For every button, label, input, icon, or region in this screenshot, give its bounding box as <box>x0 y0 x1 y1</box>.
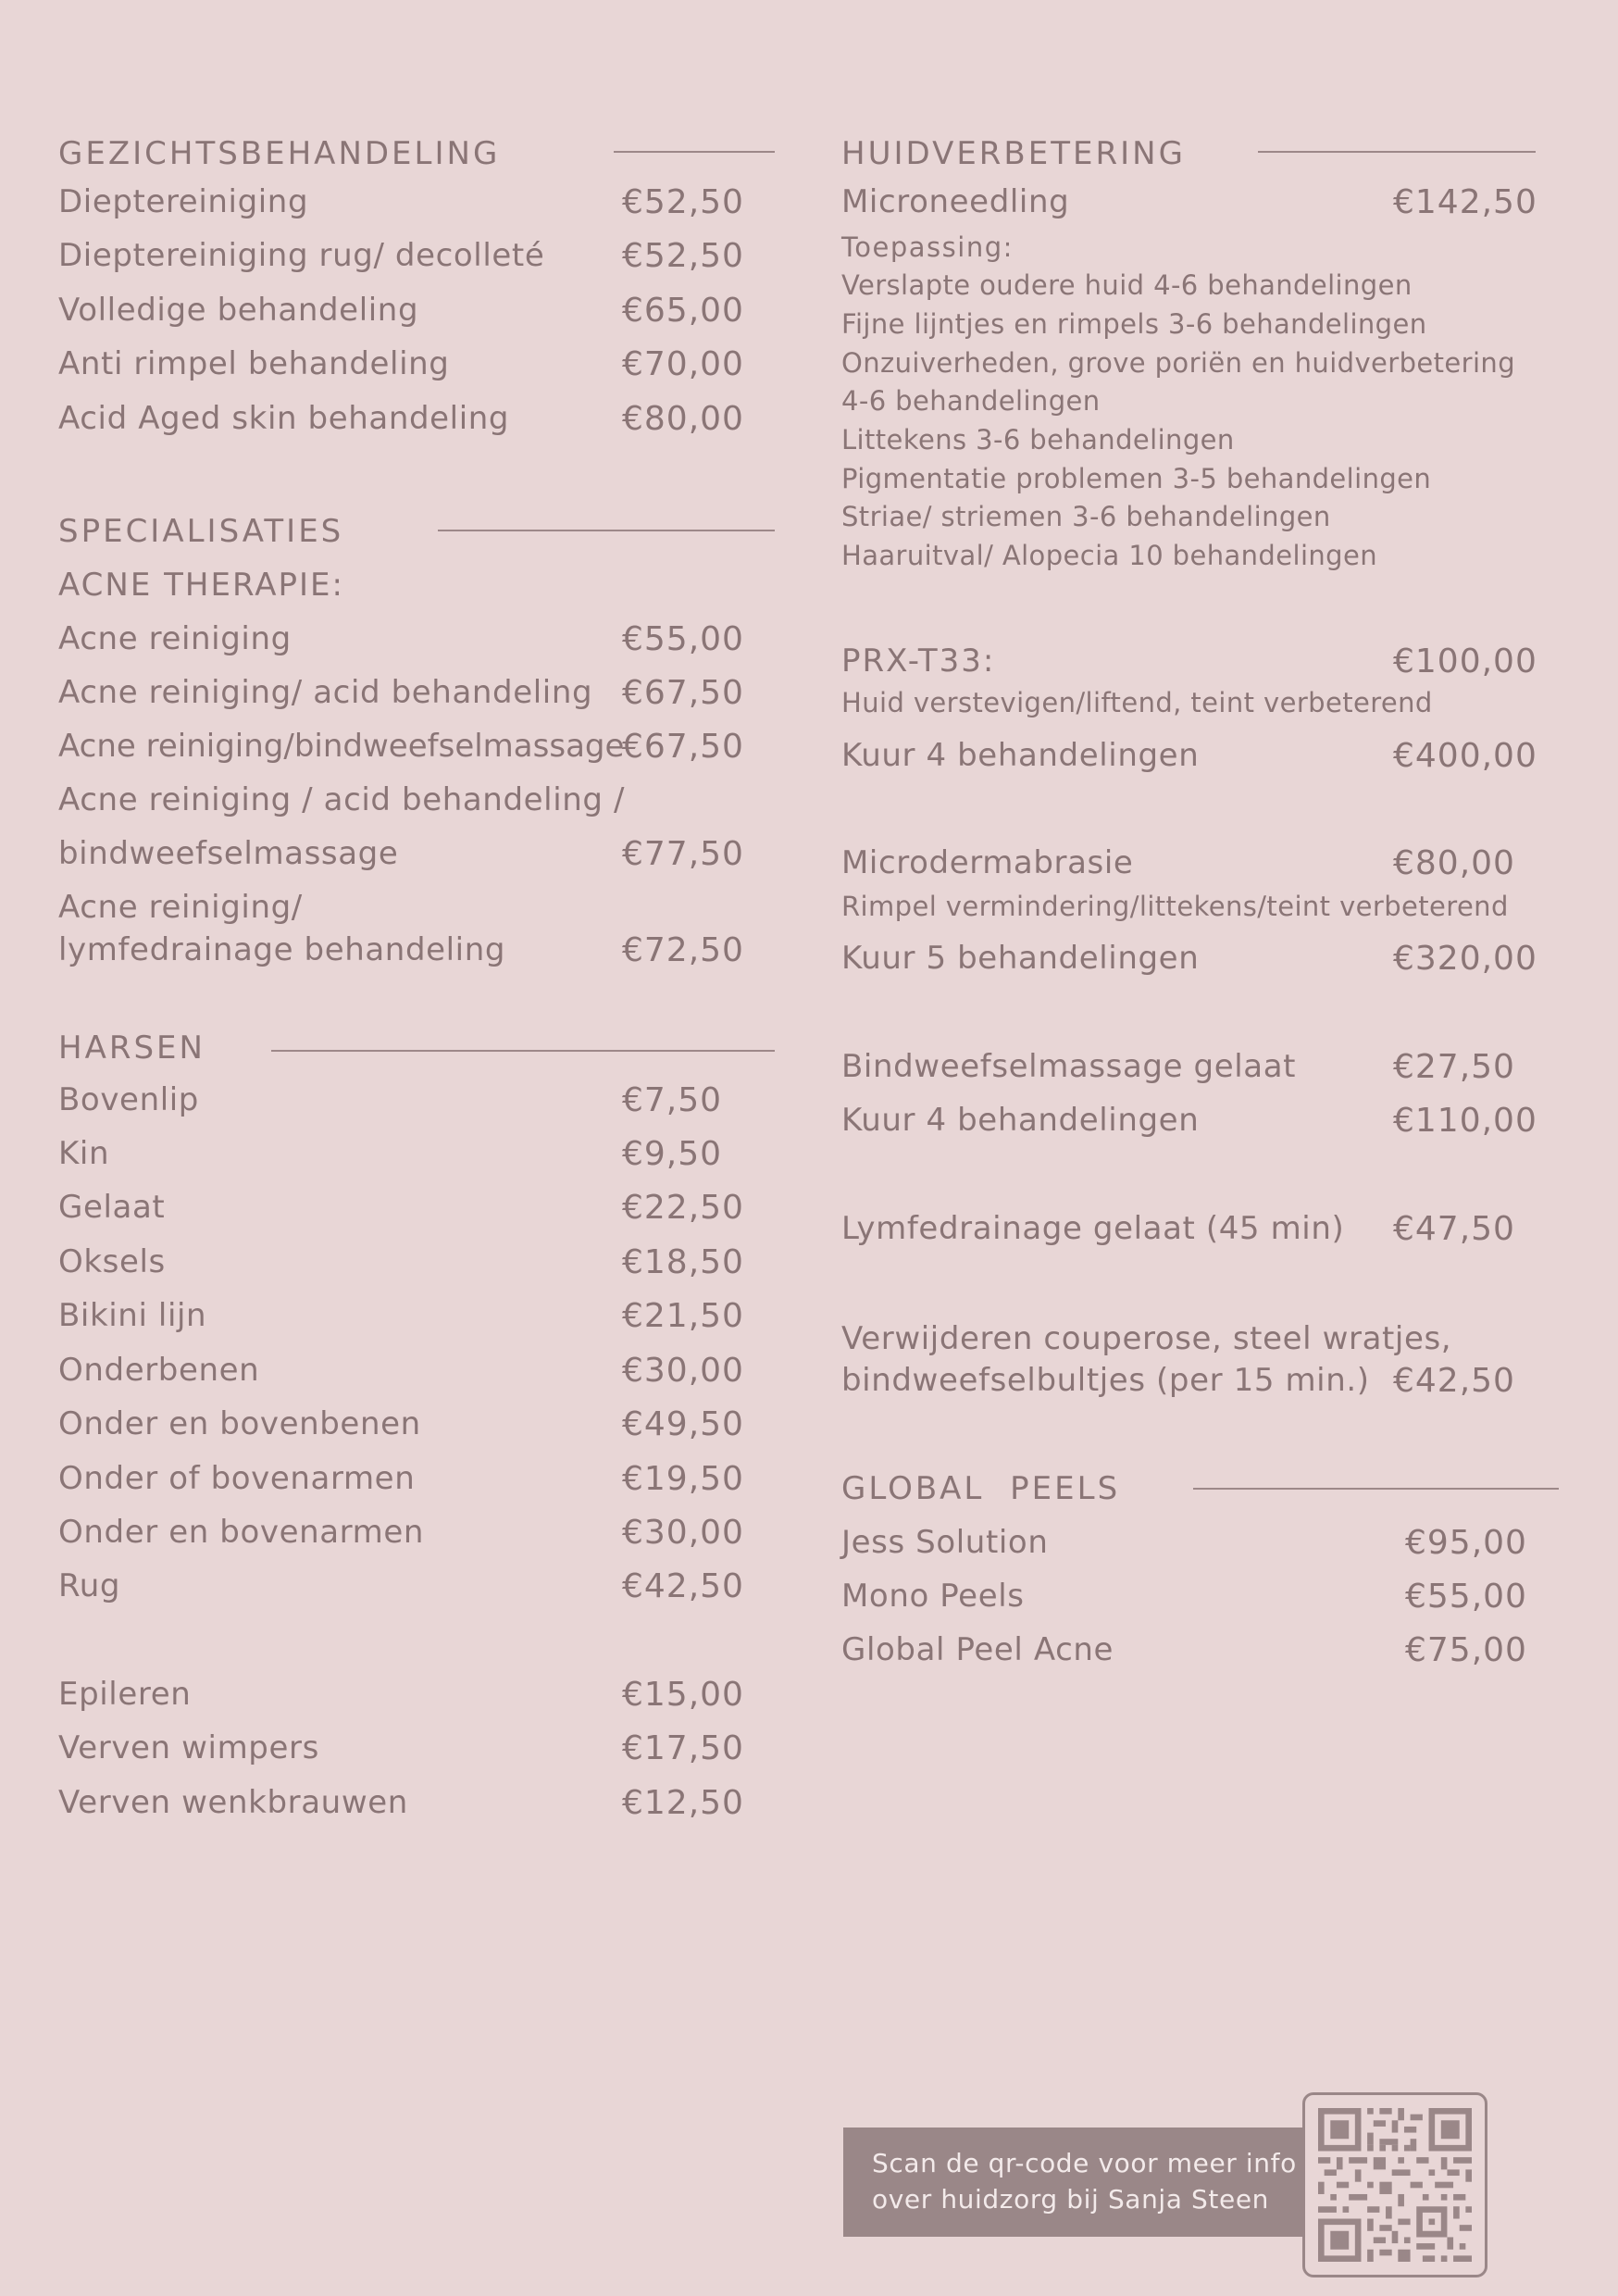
heading-rule <box>614 151 775 153</box>
list-item-name: Onderbenen <box>58 1352 260 1389</box>
list-item-price: €52,50 <box>622 183 744 221</box>
list-item-price: €65,00 <box>622 292 744 330</box>
list-item-name: Acne reiniging/bindweefselmassage <box>58 728 625 765</box>
microneedling-name: Microneedling <box>841 183 1070 220</box>
microdermabrasie-name: Microdermabrasie <box>841 844 1134 881</box>
list-item-price: €67,50 <box>622 674 744 712</box>
toepassing-line: 4-6 behandelingen <box>841 385 1101 417</box>
list-item-price: €17,50 <box>622 1729 744 1767</box>
section-heading-huidverbetering: HUIDVERBETERING <box>841 135 1186 172</box>
list-item-price: €15,00 <box>622 1676 744 1714</box>
list-item-name: Acne reiniging <box>58 620 292 657</box>
list-item-price: €7,50 <box>622 1081 723 1119</box>
list-item-price: €75,00 <box>1405 1631 1527 1669</box>
list-item-price: €19,50 <box>622 1460 744 1498</box>
section-heading-gezichtsbehandeling: GEZICHTSBEHANDELING <box>58 135 501 172</box>
list-item-name: Onder of bovenarmen <box>58 1460 416 1497</box>
list-item-name: Gelaat <box>58 1189 166 1226</box>
toepassing-line: Striae/ striemen 3-6 behandelingen <box>841 501 1331 532</box>
list-item-name: Onder en bovenarmen <box>58 1514 425 1551</box>
list-item-price: €12,50 <box>622 1784 744 1822</box>
list-item-name: Dieptereiniging rug/ decolleté <box>58 237 545 274</box>
list-item-price: €22,50 <box>622 1189 744 1227</box>
toepassing-line: Pigmentatie problemen 3-5 behandelingen <box>841 463 1432 494</box>
section-heading-specialisaties: SPECIALISATIES <box>58 513 344 550</box>
list-item-name: Verven wenkbrauwen <box>58 1784 408 1821</box>
list-item-name: Onder en bovenbenen <box>58 1405 421 1442</box>
list-item-name: Dieptereiniging <box>58 183 309 220</box>
prx-name: PRX-T33: <box>841 643 996 680</box>
list-item-price: €49,50 <box>622 1405 744 1443</box>
bindweefselmassage-kuur: Kuur 4 behandelingen <box>841 1102 1200 1139</box>
microdermabrasie-price: €80,00 <box>1393 844 1515 882</box>
list-item-price: €67,50 <box>622 728 744 766</box>
couperose-price: €42,50 <box>1393 1362 1515 1400</box>
toepassing-line: Haaruitval/ Alopecia 10 behandelingen <box>841 540 1378 571</box>
list-item-price: €21,50 <box>622 1297 744 1335</box>
toepassing-line: Toepassing: <box>841 231 1014 263</box>
list-item-name: Acne reiniging/ acid behandeling <box>58 674 593 711</box>
list-item-name: Acid Aged skin behandeling <box>58 400 510 437</box>
qr-code-icon <box>1318 2108 1472 2262</box>
toepassing-line: Verslapte oudere huid 4-6 behandelingen <box>841 269 1413 301</box>
list-item-price: €55,00 <box>622 620 744 658</box>
list-item-price: €80,00 <box>622 400 744 438</box>
bindweefselmassage-name: Bindweefselmassage gelaat <box>841 1048 1297 1085</box>
list-item-name-line: Acne reiniging / acid behandeling / <box>58 781 626 818</box>
section-heading-harsen: HARSEN <box>58 1029 205 1067</box>
list-item-name: Bovenlip <box>58 1081 199 1118</box>
list-item-name: Anti rimpel behandeling <box>58 345 450 382</box>
list-item-name: Volledige behandeling <box>58 292 419 329</box>
bindweefselmassage-kuur-price: €110,00 <box>1393 1102 1537 1140</box>
list-item-name: Bikini lijn <box>58 1297 207 1334</box>
qr-code[interactable] <box>1302 2092 1487 2277</box>
heading-rule <box>1193 1488 1559 1490</box>
list-item-price: €18,50 <box>622 1243 744 1281</box>
list-item-price: €30,00 <box>622 1352 744 1390</box>
lymfedrainage-price: €47,50 <box>1393 1210 1515 1248</box>
list-item-price: €55,00 <box>1405 1578 1527 1616</box>
list-item-name-line: lymfedrainage behandeling <box>58 931 506 968</box>
couperose-line: bindweefselbultjes (per 15 min.) <box>841 1362 1370 1399</box>
list-item-name: Jess Solution <box>841 1524 1049 1561</box>
list-item-name: Global Peel Acne <box>841 1631 1114 1668</box>
couperose-line: Verwijderen couperose, steel wratjes, <box>841 1320 1452 1357</box>
microdermabrasie-kuur-price: €320,00 <box>1393 940 1537 978</box>
subheading-acne-therapie: ACNE THERAPIE: <box>58 567 344 604</box>
toepassing-line: Littekens 3-6 behandelingen <box>841 424 1235 455</box>
list-item-name: Verven wimpers <box>58 1729 319 1766</box>
heading-rule <box>438 530 775 531</box>
lymfedrainage-name: Lymfedrainage gelaat (45 min) <box>841 1210 1345 1247</box>
microdermabrasie-kuur: Kuur 5 behandelingen <box>841 940 1200 977</box>
list-item-name: Oksels <box>58 1243 166 1280</box>
list-item-price: €95,00 <box>1405 1524 1527 1562</box>
list-item-price: €72,50 <box>622 931 744 969</box>
heading-rule <box>1258 151 1536 153</box>
list-item-price: €42,50 <box>622 1567 744 1605</box>
heading-rule <box>271 1050 775 1052</box>
list-item-name: Kin <box>58 1135 110 1172</box>
list-item-name: Epileren <box>58 1676 192 1713</box>
toepassing-line: Fijne lijntjes en rimpels 3-6 behandelingen <box>841 308 1427 340</box>
prx-kuur: Kuur 4 behandelingen <box>841 737 1200 774</box>
microdermabrasie-description: Rimpel vermindering/littekens/teint verbeterend <box>841 891 1509 922</box>
list-item-name: Rug <box>58 1567 121 1604</box>
list-item-price: €9,50 <box>622 1135 723 1173</box>
qr-info-banner <box>843 2128 1306 2237</box>
prx-description: Huid verstevigen/liftend, teint verbeterend <box>841 687 1433 718</box>
list-item-name: Mono Peels <box>841 1578 1025 1615</box>
qr-info-line: over huidzorg bij Sanja Steen <box>872 2184 1270 2215</box>
prx-price: €100,00 <box>1393 643 1537 680</box>
microneedling-price: €142,50 <box>1393 183 1537 221</box>
prx-kuur-price: €400,00 <box>1393 737 1537 775</box>
qr-info-line: Scan de qr-code voor meer info <box>872 2148 1297 2178</box>
bindweefselmassage-price: €27,50 <box>1393 1048 1515 1086</box>
list-item-name-line: Acne reiniging/ <box>58 889 303 926</box>
list-item-price: €52,50 <box>622 237 744 275</box>
list-item-price: €77,50 <box>622 835 744 873</box>
list-item-price: €70,00 <box>622 345 744 383</box>
section-heading-global-peels: GLOBAL PEELS <box>841 1470 1121 1507</box>
toepassing-line: Onzuiverheden, grove poriën en huidverbetering <box>841 347 1516 379</box>
list-item-name-line: bindweefselmassage <box>58 835 399 872</box>
list-item-price: €30,00 <box>622 1514 744 1552</box>
